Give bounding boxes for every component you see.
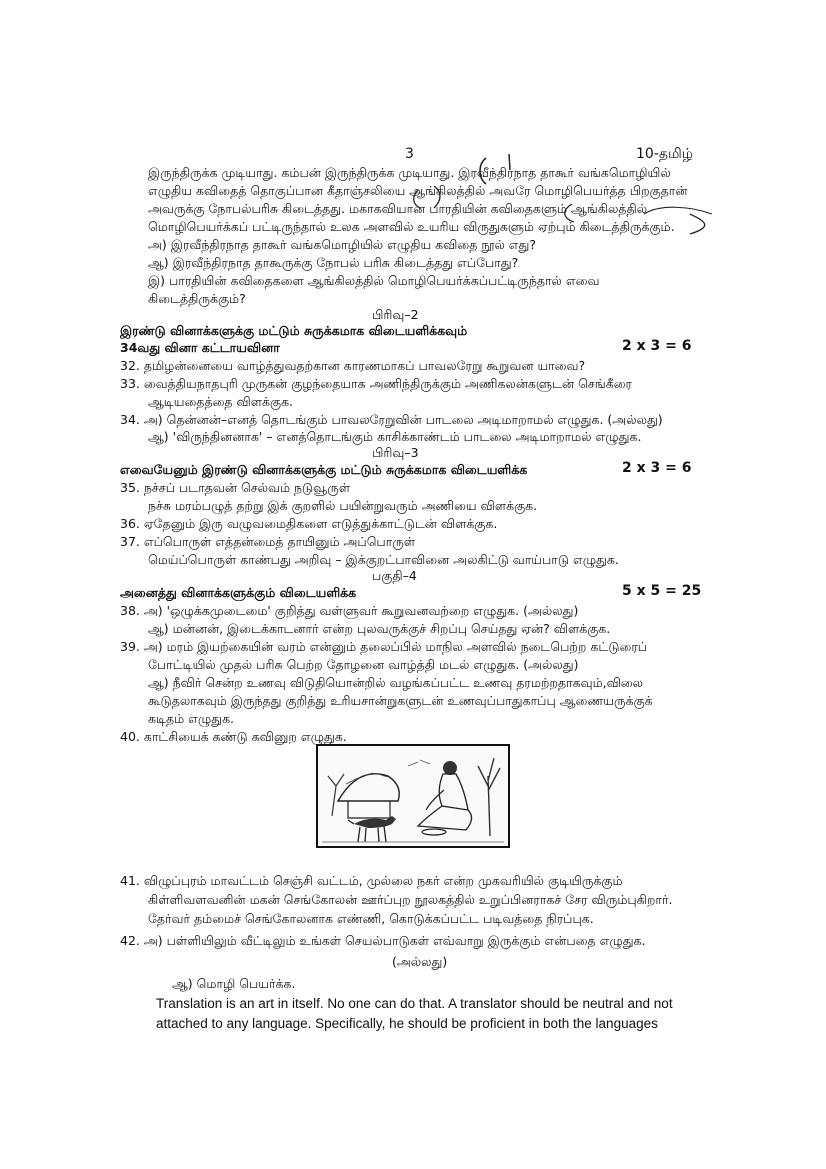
question-item: நச்சு மரம்பழுத் தற்று இக் குறளில் பயின்றுவரும் அணியை விளக்குக.	[148, 498, 538, 513]
passage-question: ஆ) இரவீந்திரநாத தாகூருக்கு நோபல் பரிசு கிடைத்தது எப்போது?	[148, 255, 519, 270]
question-item: 42. அ) பள்ளியிலும் வீட்டிலும் உங்கள் செயல்பாடுகள் எவ்வாறு இருக்கும் என்பதை எழுதுக.	[120, 933, 646, 948]
question-item: 33. வைத்தியநாதபுரி முருகன் குழந்தையாக அணிந்திருக்கும் அணிகலன்களுடன் செங்கீரை	[120, 376, 632, 391]
question-item: 35. நச்சப் படாதவன் செல்வம் நடுவூருள்	[120, 480, 351, 495]
village-scene-picture	[316, 744, 510, 848]
or-separator: (அல்லது)	[392, 954, 448, 969]
subject-code: 10-தமிழ்	[636, 146, 694, 162]
compulsory-note: 34வது வினா கட்டாயவினா	[120, 340, 280, 355]
section-marks: 2 x 3 = 6	[622, 460, 692, 476]
question-item: 39. அ) மரம் இயற்கையின் வரம் என்னும் தலைப்பில் மாநில அளவில் நடைபெற்ற கட்டுரைப்	[120, 639, 648, 654]
section-marks: 5 x 5 = 25	[622, 583, 702, 599]
passage-question: இ) பாரதியின் கவிதைகளை ஆங்கிலத்தில் மொழிபெயர்க்கப்பட்டிருந்தால் எவை	[148, 273, 600, 288]
passage-line: மொழிபெயர்க்கப் பட்டிருந்தால் உலக அளவில் உயரிய விருதுகளும் ஏற்பும் கிடைத்திருக்கும்.	[148, 219, 675, 234]
question-item: கூடுதலாகவும் இருந்தது குறித்து உரியசான்றுகளுடன் உணவுப்பாதுகாப்பு ஆணையருக்குக்	[148, 693, 653, 708]
question-item: 32. தமிழன்னையை வாழ்த்துவதற்கான காரணமாகப் பாவலரேறு கூறுவன யாவை?	[120, 358, 586, 373]
question-item: ஆ) மன்னன், இடைக்காடனார் என்ற புலவருக்குச் சிறப்பு செய்தது ஏன்? விளக்குக.	[148, 621, 611, 636]
page-number: 3	[405, 146, 414, 162]
question-item: தேர்வர் தம்மைச் செங்கோலனாக எண்ணி, கொடுக்கப்பட்ட படிவத்தை நிரப்புக.	[148, 911, 594, 926]
section-instruction: எவையேனும் இரண்டு வினாக்களுக்கு மட்டும் சுருக்கமாக விடையளிக்க	[120, 462, 528, 477]
question-item: 37. எப்பொருள் எத்தன்மைத் தாயினும் அப்பொருள்	[120, 534, 416, 549]
question-item: 34. அ) தென்னன்–எனத் தொடங்கும் பாவலரேறுவின் பாடலை அடிமாறாமல் எழுதுக. (அல்லது)	[120, 412, 663, 427]
english-passage-line: attached to any language. Specifically, he should be proficient in both the languages	[156, 1016, 658, 1031]
question-item: ஆடியதைத்தை விளக்குக.	[148, 394, 294, 409]
question-item: 38. அ) 'ஒழுக்கமுடைமை' குறித்து வள்ளுவர் கூறுவனவற்றை எழுதுக. (அல்லது)	[120, 603, 579, 618]
passage-line: அவருக்கு நோபல்பரிசு கிடைத்தது. மகாகவியான பாரதியின் கவிதைகளும் ஆங்கிலத்தில்	[148, 201, 648, 216]
question-item: ஆ) மொழி பெயர்க்க.	[172, 976, 296, 991]
section-instruction: இரண்டு வினாக்களுக்கு மட்டும் சுருக்கமாக விடையளிக்கவும்	[120, 323, 468, 338]
question-item: 40. காட்சியைக் கண்டு கவினுற எழுதுக.	[120, 729, 347, 744]
section-title: பிரிவு–3	[372, 445, 419, 460]
passage-question: கிடைத்திருக்கும்?	[148, 291, 246, 306]
question-item: 36. ஏதேனும் இரு வழுவமைதிகளை எடுத்துக்காட்டுடன் விளக்குக.	[120, 516, 498, 531]
question-item: 41. விழுப்புரம் மாவட்டம் செஞ்சி வட்டம், முல்லை நகர் என்ற முகவரியில் குடியிருக்கும்	[120, 873, 623, 888]
question-item: மெய்ப்பொருள் காண்பது அறிவு – இக்குறட்பாவினை அலகிட்டு வாய்பாடு எழுதுக.	[148, 552, 619, 567]
section-instruction: அனைத்து வினாக்களுக்கும் விடையளிக்க	[120, 585, 357, 600]
question-item: ஆ) 'விருந்தினனாக' – எனத்தொடங்கும் காசிக்காண்டம் பாடலை அடிமாறாமல் எழுதுக.	[148, 429, 642, 444]
village-scene-icon	[318, 746, 508, 846]
section-title: பிரிவு–2	[372, 307, 419, 322]
section-title: பகுதி–4	[372, 568, 417, 583]
question-item: போட்டியில் முதல் பரிசு பெற்ற தோழனை வாழ்த்தி மடல் எழுதுக. (அல்லது)	[148, 657, 579, 672]
section-marks: 2 x 3 = 6	[622, 338, 692, 354]
passage-line: இருந்திருக்க முடியாது. கம்பன் இருந்திருக்க முடியாது. இரவீந்திரநாத தாகூர் வங்கமொழியில்	[148, 165, 671, 180]
question-item: ஆ) நீவிர் சென்ற உணவு விடுதியொன்றில் வழங்கப்பட்ட உணவு தரமற்றதாகவும்,விலை	[148, 675, 644, 690]
passage-line: எழுதிய கவிதைத் தொகுப்பான கீதாஞ்சலியை ஆங்கிலத்தில் அவரே மொழிபெயர்த்த பிறகுதான்	[148, 183, 688, 198]
question-item: கடிதம் எழுதுக.	[148, 711, 235, 726]
passage-question: அ) இரவீந்திரநாத தாகூர் வங்கமொழியில் எழுதிய கவிதை நூல் எது?	[148, 237, 537, 252]
english-passage-line: Translation is an art in itself. No one can do that. A translator should be neutral and not	[156, 996, 673, 1011]
question-item: கிள்ளிவளவனின் மகன் செங்கோலன் ஊர்ப்புற நூலகத்தில் உறுப்பினராகச் சேர விரும்புகிறார்.	[148, 892, 673, 907]
